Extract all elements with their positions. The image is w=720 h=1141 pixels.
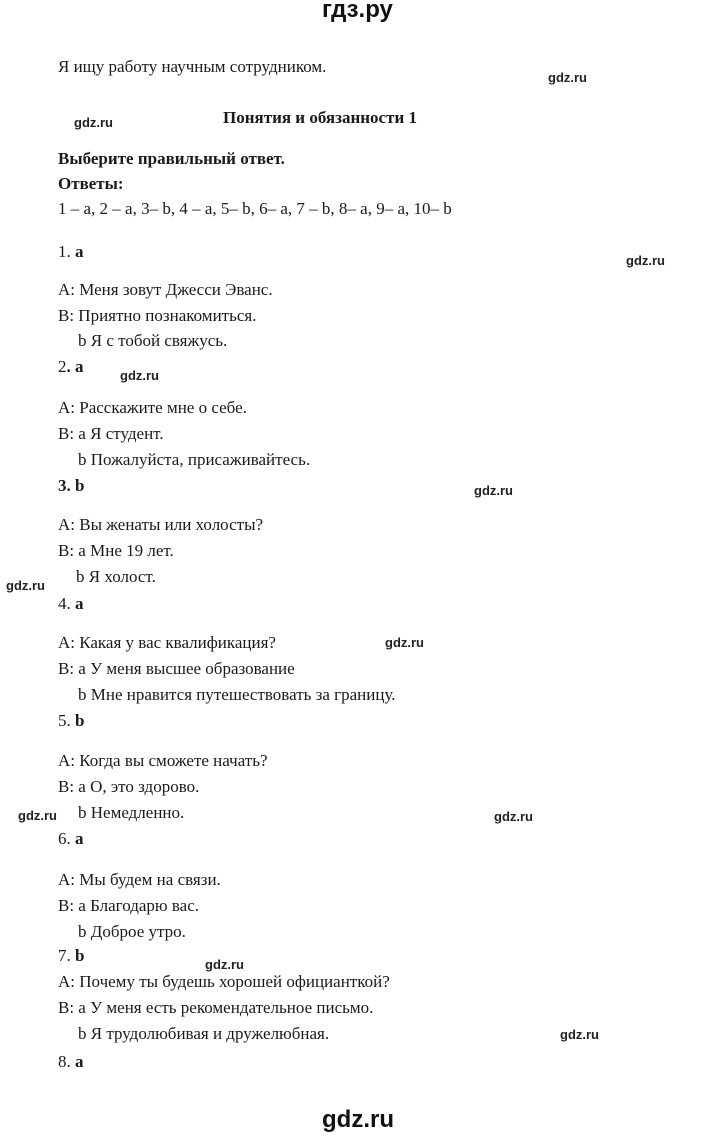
answers-label: Ответы: <box>58 174 124 193</box>
question-answer: a <box>75 242 84 261</box>
question-8-header <box>58 1052 84 1072</box>
dialog-line: b Доброе утро. <box>78 922 186 941</box>
watermark: gdz.ru <box>548 70 587 85</box>
watermark: gdz.ru <box>18 808 57 823</box>
dialog-line: A: Почему ты будешь хорошей официанткой? <box>58 972 390 991</box>
answers-line: 1 – a, 2 – a, 3– b, 4 – a, 5– b, 6– a, 7 – b, 8– a, 9– a, 10– b <box>58 199 452 218</box>
site-footer: gdz.ru <box>322 1106 394 1133</box>
question-answer: b <box>75 711 85 730</box>
dialog-line: A: Вы женаты или холосты? <box>58 515 264 534</box>
watermark: gdz.ru <box>74 115 113 130</box>
question-number: 6. <box>58 829 71 848</box>
intro-text: Я ищу работу научным сотрудником. <box>58 57 327 76</box>
dialog-line: B: a О, это здорово. <box>58 777 200 796</box>
dialog-line: B: a Благодарю вас. <box>58 896 200 915</box>
dialog-line: b Я холост. <box>76 567 156 586</box>
dialog-line: B: a У меня есть рекомендательное письмо. <box>58 998 374 1017</box>
question-answer: a <box>75 594 84 613</box>
question-5-header <box>58 711 84 731</box>
dialog-line: b Пожалуйста, присаживайтесь. <box>78 450 311 469</box>
watermark: gdz.ru <box>474 483 513 498</box>
dialog-line: A: Мы будем на связи. <box>58 870 221 889</box>
dialog-line: B: a Мне 19 лет. <box>58 541 174 560</box>
question-number: 3. <box>58 476 71 495</box>
question-7-header <box>58 946 84 966</box>
question-answer: a <box>75 829 84 848</box>
instruction: Выберите правильный ответ. <box>58 149 285 168</box>
watermark: gdz.ru <box>6 578 45 593</box>
question-4-header <box>58 594 84 614</box>
dialog-line: b Мне нравится путешествовать за границу. <box>78 685 396 704</box>
dialog-line: A: Какая у вас квалификация? <box>58 633 276 652</box>
watermark: gdz.ru <box>494 809 533 824</box>
question-1-header <box>58 242 84 262</box>
dialog-line: A: Когда вы сможете начать? <box>58 751 268 770</box>
dialog-line: b Я трудолюбивая и дружелюбная. <box>78 1024 330 1043</box>
dialog-line: B: Приятно познакомиться. <box>58 306 257 325</box>
watermark: gdz.ru <box>626 253 665 268</box>
question-number: 2 <box>58 357 67 376</box>
watermark: gdz.ru <box>560 1027 599 1042</box>
question-3-header <box>58 476 84 496</box>
dialog-line: B: a У меня высшее образование <box>58 659 295 678</box>
question-number: 4. <box>58 594 71 613</box>
question-number: 1. <box>58 242 71 261</box>
question-answer: b <box>75 476 85 495</box>
dialog-line: B: a Я студент. <box>58 424 164 443</box>
question-number: 5. <box>58 711 71 730</box>
question-6-header <box>58 829 84 849</box>
watermark: gdz.ru <box>120 368 159 383</box>
dialog-line: A: Расскажите мне о себе. <box>58 398 247 417</box>
section-title: Понятия и обязанности 1 <box>223 108 417 127</box>
question-answer: . a <box>66 357 84 376</box>
dialog-line: b Немедленно. <box>78 803 185 822</box>
question-number: 7. <box>58 946 71 965</box>
dialog-line: A: Меня зовут Джесси Эванс. <box>58 280 273 299</box>
question-number: 8. <box>58 1052 71 1071</box>
dialog-line: b Я с тобой свяжусь. <box>78 331 228 350</box>
site-header: гдз.ру <box>322 0 393 23</box>
question-answer: b <box>75 946 85 965</box>
watermark: gdz.ru <box>205 957 244 972</box>
watermark: gdz.ru <box>385 635 424 650</box>
question-2-header <box>58 357 84 377</box>
question-answer: a <box>75 1052 84 1071</box>
